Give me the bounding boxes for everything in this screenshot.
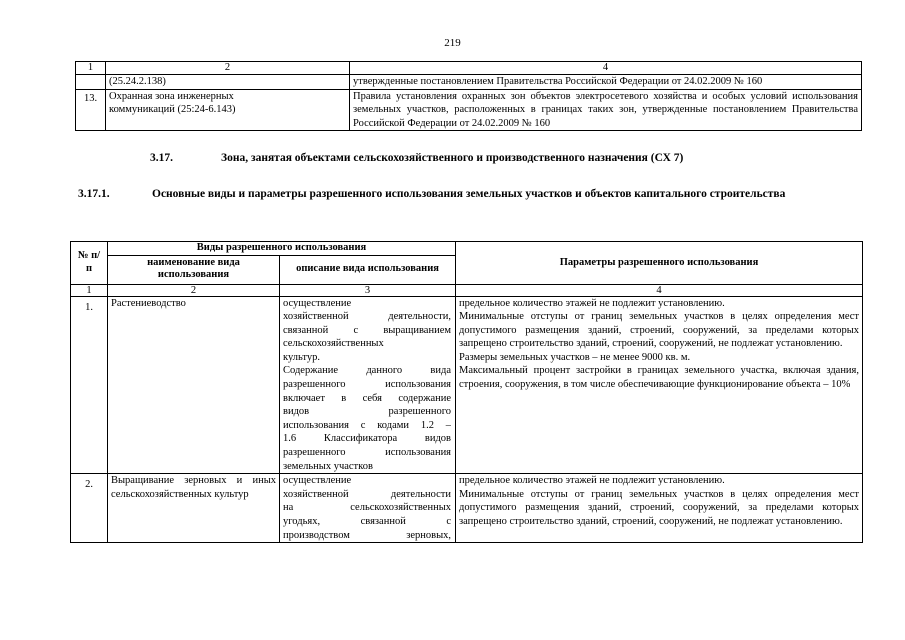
param-item: Минимальные отступы от границ земельных участков в целях определения мест допустимого размещения зданий, строений, сооружений, за пределами которых запрещено строительство зданий, строений, сооружений, не подлежат установлению.: [459, 488, 860, 527]
zone-regulation: Правила установления охранных зон объектов электросетевого хозяйства и особых условий использования земельных участков, расположенных в границах таких зон, утвержденные постановлением Правительства Российской Федерации от 24.02.2009 № 160: [350, 89, 862, 131]
header-params: Параметры разрешенного использования: [456, 242, 863, 285]
header-description: описание вида использования: [280, 255, 456, 284]
description-line: на сельскохозяйственных: [283, 502, 452, 514]
use-name: Выращивание зерновых и иных сельскохозяйственных культур: [108, 474, 280, 543]
param-item: Размеры земельных участков – не менее 9000 кв. м.: [459, 351, 691, 363]
description-line: разрешенного использования: [283, 379, 452, 391]
zone-regulation: утвержденные постановлением Правительства Российской Федерации от 24.02.2009 № 160: [350, 75, 862, 90]
col-number: 3: [280, 284, 456, 296]
description-line: использования с кодами 1.2 –: [283, 419, 452, 431]
use-params: [456, 296, 863, 474]
description-line: Содержание данного вида: [283, 365, 452, 377]
subsection-title: Основные виды и параметры разрешенного использования земельных участков и объектов капитального строительства: [152, 188, 786, 200]
description-line: видов разрешенного: [283, 406, 452, 418]
row-number: 13.: [76, 89, 106, 131]
zone-name: [106, 89, 350, 131]
description-line: включает в себя содержание: [283, 392, 452, 404]
description-line: связанной с выращиванием: [283, 324, 452, 336]
section-number: 3.17.: [150, 152, 173, 164]
description-line: хозяйственной деятельности,: [283, 311, 452, 323]
section-title: Зона, занятая объектами сельскохозяйственного и производственного назначения (СХ 7): [221, 152, 684, 164]
subsection-number: 3.17.1.: [78, 188, 110, 200]
description-line: культур.: [283, 351, 320, 363]
description-line: разрешенного использования: [283, 447, 452, 459]
zone-name-line: коммуникаций (25:24-6.143): [109, 104, 236, 116]
description-line: производством зерновых,: [283, 529, 452, 541]
description-line: осуществление: [283, 475, 352, 487]
description-line: земельных участков: [283, 460, 373, 472]
param-item: предельное количество этажей не подлежит установлению.: [459, 297, 725, 309]
row-number: 2.: [71, 474, 108, 543]
param-item: предельное количество этажей не подлежит установлению.: [459, 475, 725, 487]
table-row: [71, 296, 863, 474]
col-number: 2: [108, 284, 280, 296]
use-description: [280, 474, 456, 543]
zone-name: [106, 75, 350, 90]
use-params: [456, 474, 863, 543]
description-line: сельскохозяйственных: [283, 338, 384, 350]
row-number: [76, 75, 106, 90]
col-number: 2: [106, 62, 350, 75]
header-num: № п/п: [71, 242, 108, 285]
column-number-row: [76, 62, 862, 75]
header-name: наименование вида использования: [108, 255, 280, 284]
col-number: 1: [71, 284, 108, 296]
header-types-group: Виды разрешенного использования: [108, 242, 456, 256]
row-number: 1.: [71, 296, 108, 474]
table-row: [76, 75, 862, 90]
description-line: осуществление: [283, 297, 352, 309]
col-number: 1: [76, 62, 106, 75]
param-item: Максимальный процент застройки в границах земельного участка, включая здания, строения, сооружения, в том числе обеспечивающие функционирование объекта – 10%: [459, 365, 860, 391]
use-name: Растениеводство: [108, 296, 280, 474]
description-line: угодьях, связанной с: [283, 516, 452, 527]
param-item: Минимальные отступы от границ земельных участков в целях определения мест допустимого размещения зданий, строений, сооружений, за пределами которых запрещено строительство зданий, строений, сооружений, не подлежат установлению.: [459, 311, 860, 350]
description-line: хозяйственной деятельности: [283, 488, 452, 500]
table-row: [76, 89, 862, 131]
zone-name-line: Охранная зона инженерных: [109, 90, 234, 102]
col-number: 4: [456, 284, 863, 296]
header-row: [71, 242, 863, 256]
continuation-table: [75, 61, 862, 131]
use-description: [280, 296, 456, 474]
column-number-row: [71, 284, 863, 296]
zone-name-line: (25.24.2.138): [109, 76, 166, 87]
table-row: [71, 474, 863, 543]
description-line: 1.6 Классификатора видов: [283, 433, 452, 445]
land-use-table: [70, 241, 863, 543]
page-number: 219: [444, 37, 461, 49]
col-number: 4: [350, 62, 862, 75]
